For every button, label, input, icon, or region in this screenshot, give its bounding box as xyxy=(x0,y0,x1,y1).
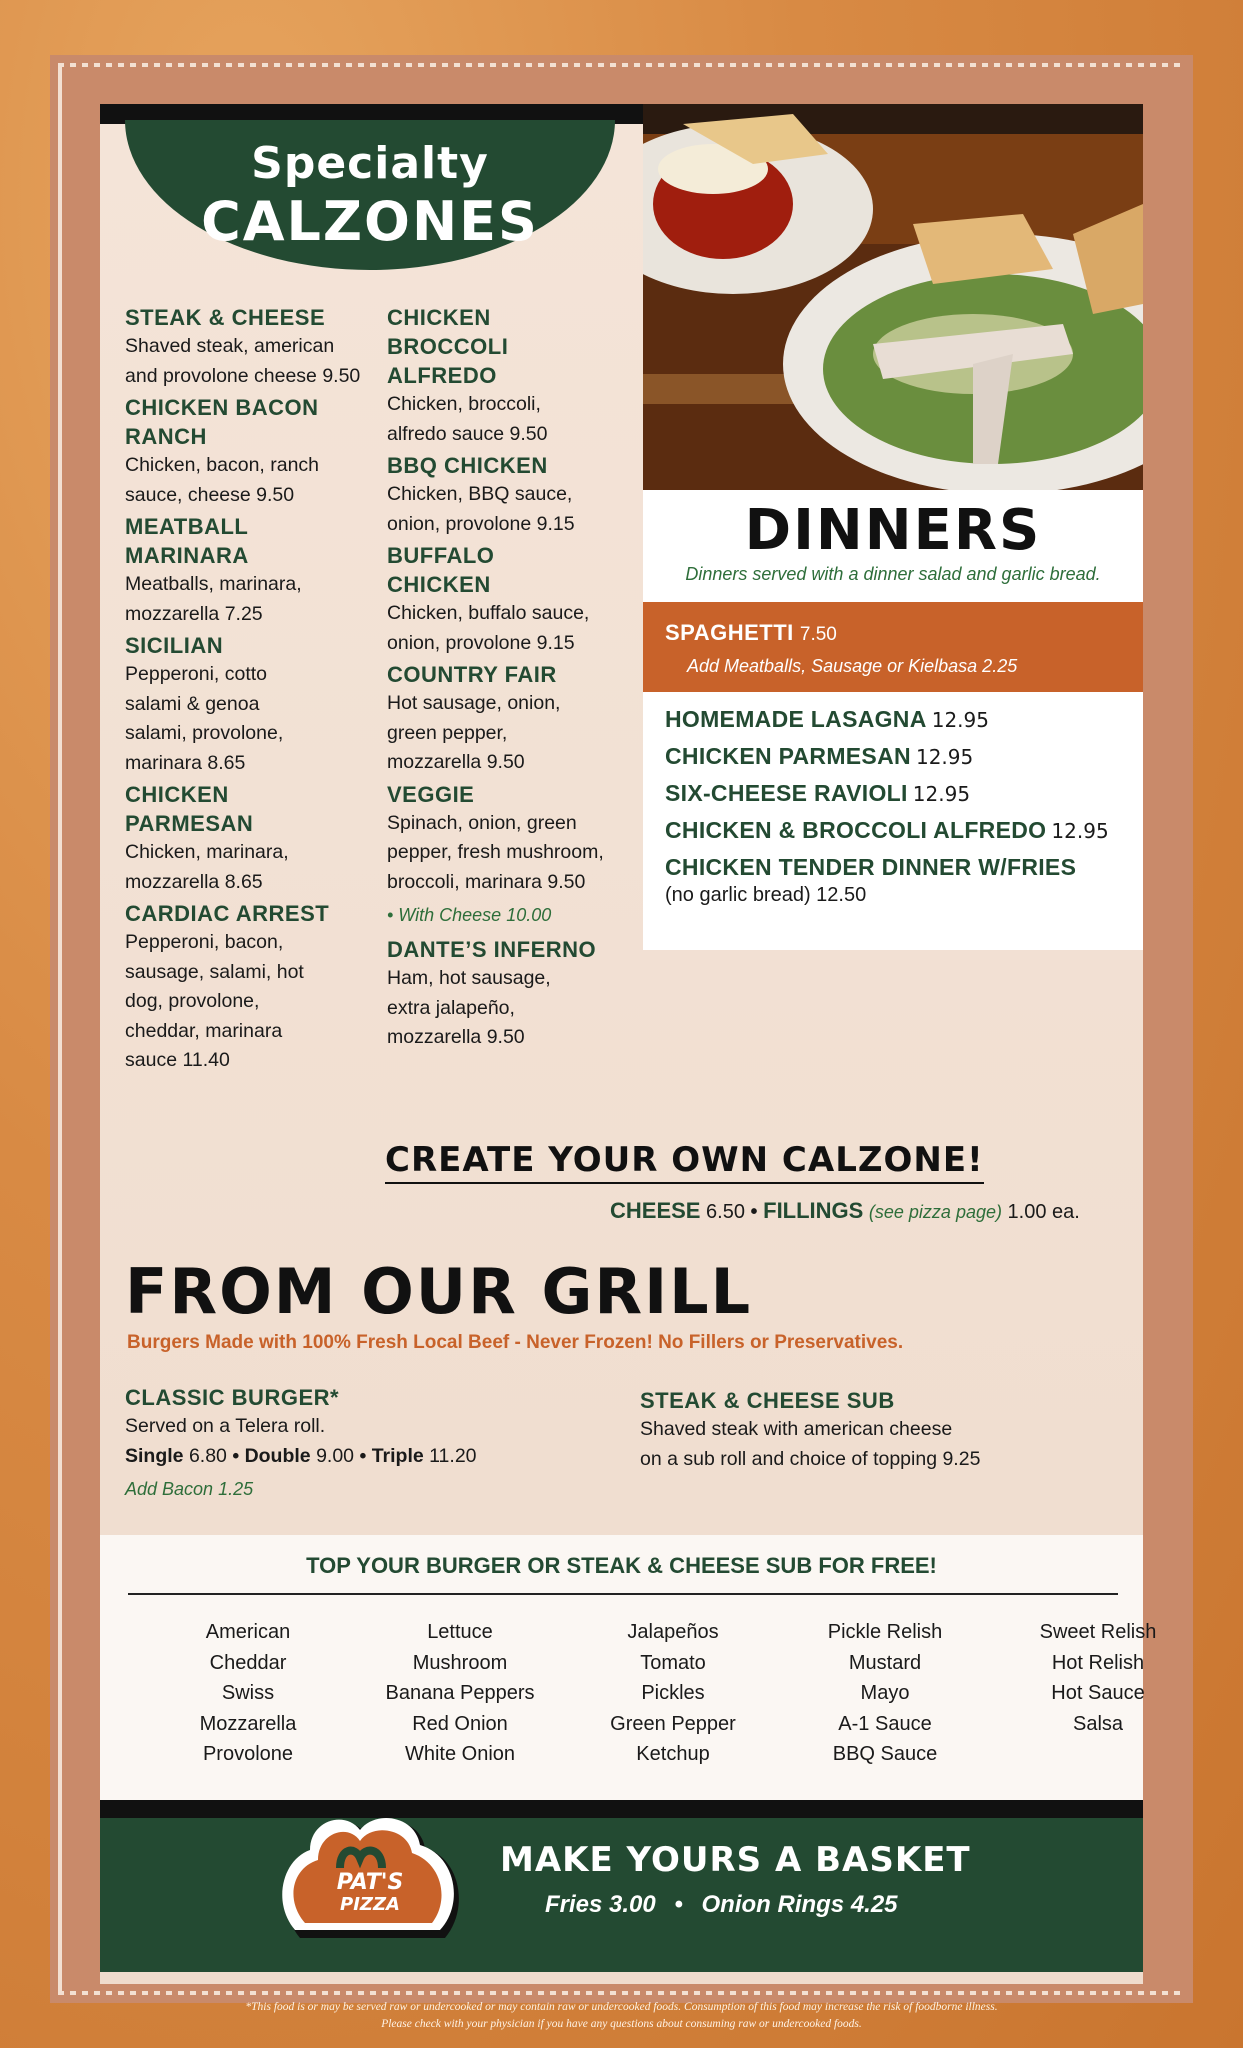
topping-item: Salsa xyxy=(1072,1712,1124,1735)
dinners-section xyxy=(643,490,1143,950)
calzone-item xyxy=(387,780,617,934)
separator: • xyxy=(750,1201,758,1223)
calzone-desc: Chicken, bacon, ranch sauce, cheese 9.50 xyxy=(125,454,320,506)
classic-burger xyxy=(125,1383,585,1507)
calzone-name: CHICKEN BACON RANCH xyxy=(125,395,319,449)
dinner-name: SIX-CHEESE RAVIOLI xyxy=(665,780,908,806)
double-label: Double xyxy=(244,1444,311,1467)
topping-item: Lettuce xyxy=(427,1621,493,1643)
toppings-column xyxy=(993,1617,1203,1739)
toppings-column xyxy=(355,1617,565,1770)
grill-title: FROM OUR GRILL xyxy=(125,1255,753,1328)
dinner-price: 12.95 xyxy=(1051,819,1109,843)
calzones-right-column xyxy=(387,303,617,1055)
steak-cheese-sub xyxy=(640,1386,1120,1474)
topping-item: Jalapeños xyxy=(627,1621,719,1643)
basket-prices xyxy=(545,1891,898,1919)
calzone-item xyxy=(125,512,370,629)
sub-desc: on a sub roll and choice of topping 9.25 xyxy=(640,1447,981,1470)
calzone-item xyxy=(125,780,370,897)
toppings-column xyxy=(780,1617,990,1770)
triple-label: Triple xyxy=(371,1444,424,1467)
calzones-header-line1: Specialty xyxy=(251,138,489,189)
dinner-name: CHICKEN TENDER DINNER W/FRIES xyxy=(665,854,1077,880)
fillings-note: (see pizza page) xyxy=(868,1202,1002,1222)
calzone-desc: Chicken, BBQ sauce, onion, provolone 9.15 xyxy=(387,483,575,535)
topping-item: Hot Relish xyxy=(1051,1651,1145,1674)
single-price: 6.80 xyxy=(188,1444,227,1467)
calzone-desc: Meatballs, marinara, mozzarella 7.25 xyxy=(125,573,302,625)
veggie-cheese-note: • With Cheese 10.00 xyxy=(387,905,552,925)
dinner-item xyxy=(665,780,1135,817)
dinner-item xyxy=(665,817,1135,854)
logo-text: PIZZA xyxy=(340,1894,400,1915)
topping-item: Pickles xyxy=(641,1682,705,1704)
calzone-item xyxy=(387,935,617,1053)
triple-price: 11.20 xyxy=(429,1444,477,1467)
tender-note: (no garlic bread) 12.50 xyxy=(665,884,867,906)
topping-item: Banana Peppers xyxy=(385,1682,535,1704)
calzone-name: MEATBALL MARINARA xyxy=(125,514,249,568)
toppings-column xyxy=(143,1617,353,1770)
dinner-price: 12.95 xyxy=(931,708,989,732)
topping-item: Mustard xyxy=(848,1651,922,1674)
calzone-desc: Pepperoni, cotto salami & genoa salami, provolone, marinara 8.65 xyxy=(125,663,284,774)
toppings-title: TOP YOUR BURGER OR STEAK & CHEESE SUB FOR FREE! xyxy=(306,1553,937,1578)
calzone-item xyxy=(387,660,617,778)
spaghetti-price: 7.50 xyxy=(799,624,837,645)
fillings-price: 1.00 ea. xyxy=(1007,1201,1080,1223)
calzone-name: CHICKEN PARMESAN xyxy=(125,782,254,836)
calzone-name: CHICKEN BROCCOLI ALFREDO xyxy=(387,305,509,388)
topping-item: Hot Sauce xyxy=(1051,1682,1145,1704)
disclaimer-line: *This food is or may be served raw or undercooked or may contain raw or undercooked foods. Consumption of this food may increase the risk of foodborne illness. xyxy=(245,2001,998,2013)
topping-item: BBQ Sauce xyxy=(832,1743,938,1765)
dinner-name: HOMEMADE LASAGNA xyxy=(665,706,927,732)
calzone-name: BUFFALO CHICKEN xyxy=(387,543,495,597)
calzone-desc: Spinach, onion, green pepper, fresh mushroom, broccoli, marinara 9.50 xyxy=(387,811,604,893)
topping-item: Provolone xyxy=(202,1743,294,1765)
dinners-title: DINNERS xyxy=(744,498,1042,563)
sub-desc: Shaved steak with american cheese xyxy=(640,1418,953,1440)
cheese-label: CHEESE xyxy=(610,1198,701,1223)
topping-item: Ketchup xyxy=(636,1743,710,1765)
calzone-desc: Hot sausage, onion, green pepper, mozzarella 9.50 xyxy=(387,692,561,773)
footer-bar xyxy=(100,1800,1143,1818)
calzone-item xyxy=(387,541,617,658)
bacon-addon: Add Bacon 1.25 xyxy=(125,1479,254,1499)
calzone-name: SICILIAN xyxy=(125,633,224,658)
calzone-desc: Chicken, buffalo sauce, onion, provolone 9.15 xyxy=(387,602,590,654)
food-photo xyxy=(643,104,1143,490)
basket-footer xyxy=(100,1800,1143,1972)
calzone-name: CARDIAC ARREST xyxy=(125,901,330,926)
burger-sizes xyxy=(125,1442,585,1472)
single-label: Single xyxy=(125,1444,184,1467)
topping-item: Mushroom xyxy=(412,1651,508,1674)
dinner-item xyxy=(665,854,1135,881)
topping-item: A-1 Sauce xyxy=(838,1712,932,1735)
calzone-item xyxy=(387,451,617,539)
topping-item: Mayo xyxy=(860,1682,910,1704)
topping-item: Cheddar xyxy=(209,1651,287,1674)
calzone-item xyxy=(387,303,617,449)
fillings-label: FILLINGS xyxy=(763,1198,864,1223)
topping-item: Swiss xyxy=(221,1682,275,1704)
calzones-left-column xyxy=(125,303,370,1078)
topping-item: Pickle Relish xyxy=(827,1621,943,1643)
burger-name: CLASSIC BURGER* xyxy=(125,1385,340,1410)
spaghetti-addon: Add Meatballs, Sausage or Kielbasa 2.25 xyxy=(687,656,1018,676)
calzone-item xyxy=(125,899,370,1076)
dinner-price: 12.95 xyxy=(915,745,974,769)
topping-item: Mozzarella xyxy=(199,1712,297,1735)
calzone-item xyxy=(125,303,370,391)
dinners-subtitle: Dinners served with a dinner salad and garlic bread. xyxy=(685,564,1101,584)
topping-item: Red Onion xyxy=(412,1712,508,1735)
separator: • xyxy=(359,1444,367,1467)
calzone-item xyxy=(125,393,370,510)
calzones-header-line2: CALZONES xyxy=(201,190,539,253)
double-price: 9.00 xyxy=(316,1444,355,1467)
topping-item: Green Pepper xyxy=(610,1712,736,1735)
dinner-name: CHICKEN & BROCCOLI ALFREDO xyxy=(665,817,1047,843)
dinner-name: CHICKEN PARMESAN xyxy=(665,743,911,769)
separator: • xyxy=(674,1891,683,1918)
create-calzone-title: CREATE YOUR OWN CALZONE! xyxy=(385,1140,984,1184)
create-calzone-prices xyxy=(610,1198,1080,1224)
spaghetti-banner xyxy=(643,602,1143,692)
calzone-desc: Shaved steak, american and provolone cheese 9.50 xyxy=(125,335,361,387)
spaghetti-name: SPAGHETTI xyxy=(665,620,794,645)
burger-desc: Served on a Telera roll. xyxy=(125,1415,326,1437)
onion-rings-price: Onion Rings 4.25 xyxy=(701,1891,898,1918)
fries-price: Fries 3.00 xyxy=(545,1891,656,1918)
dinner-price: 12.95 xyxy=(912,782,971,806)
calzone-desc: Chicken, marinara, mozzarella 8.65 xyxy=(125,841,289,893)
toppings-column xyxy=(568,1617,778,1770)
cheese-price: 6.50 xyxy=(706,1201,745,1223)
sub-name: STEAK & CHEESE SUB xyxy=(640,1388,895,1413)
separator: • xyxy=(232,1444,240,1467)
calzone-desc: Pepperoni, bacon, sausage, salami, hot dog, provolone, cheddar, marinara sauce 11.40 xyxy=(125,931,304,1071)
topping-item: White Onion xyxy=(404,1743,516,1765)
calzone-desc: Chicken, broccoli, alfredo sauce 9.50 xyxy=(387,393,548,445)
topping-item: Sweet Relish xyxy=(1039,1621,1157,1643)
divider xyxy=(128,1593,1118,1595)
calzone-item xyxy=(125,631,370,778)
topping-item: Tomato xyxy=(640,1651,706,1674)
topping-item: American xyxy=(205,1621,291,1643)
dinners-list xyxy=(665,706,1135,911)
disclaimer-line: Please check with your physician if you have any questions about consuming raw or undercooked foods. xyxy=(381,2018,862,2030)
calzone-desc: Ham, hot sausage, extra jalapeño, mozzarella 9.50 xyxy=(387,967,551,1048)
toppings-section xyxy=(100,1535,1157,1800)
calzone-name: BBQ CHICKEN xyxy=(387,453,548,478)
calzones-header xyxy=(125,120,615,270)
calzone-name: COUNTRY FAIR xyxy=(387,662,557,687)
pats-pizza-logo xyxy=(270,1808,475,1958)
basket-title: MAKE YOURS A BASKET xyxy=(500,1840,971,1880)
logo-text: PAT'S xyxy=(336,1870,404,1895)
calzone-name: VEGGIE xyxy=(387,781,475,807)
dinner-item xyxy=(665,743,1135,780)
calzone-name: STEAK & CHEESE xyxy=(125,305,326,330)
grill-subtitle: Burgers Made with 100% Fresh Local Beef - Never Frozen! No Fillers or Preservatives. xyxy=(127,1332,904,1353)
dinner-item xyxy=(665,706,1135,743)
calzone-name: DANTE’S INFERNO xyxy=(387,937,597,962)
